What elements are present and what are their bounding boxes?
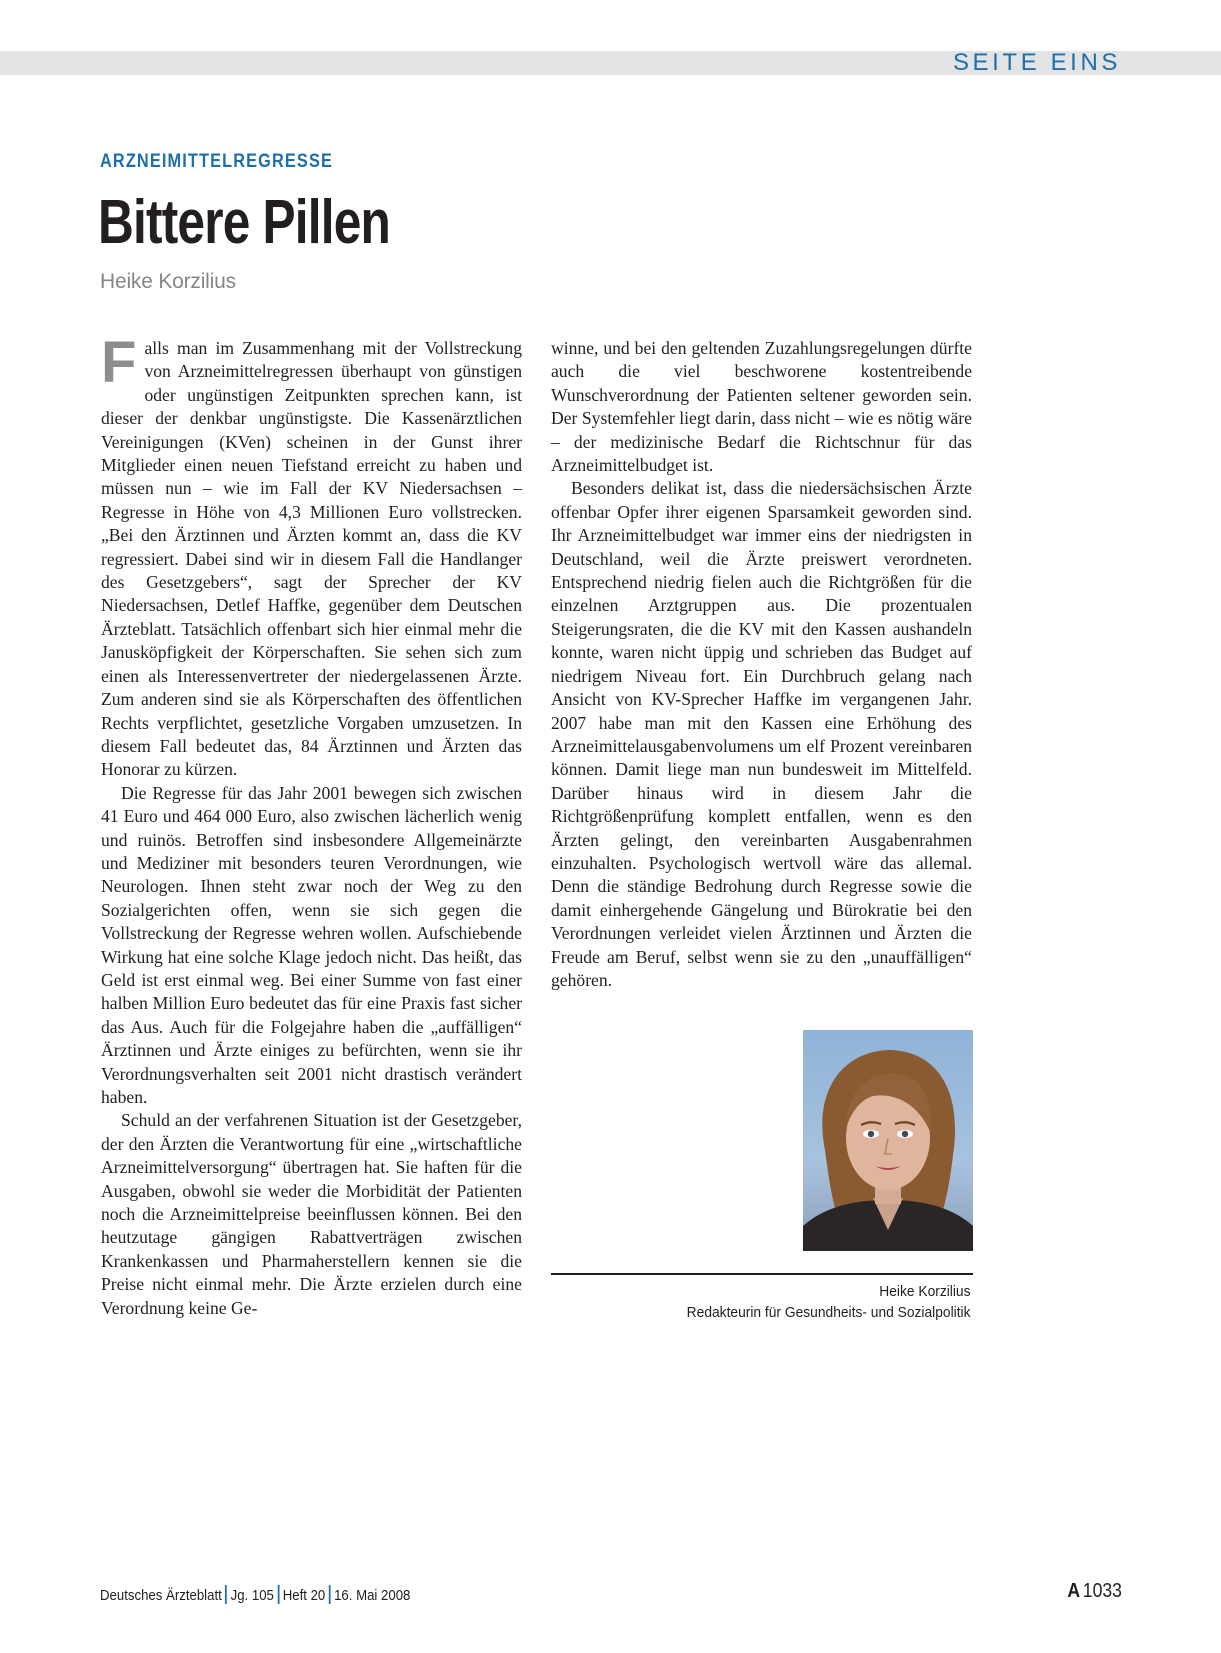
article-kicker: ARZNEIMITTELREGRESSE <box>100 151 333 172</box>
footer-citation <box>100 1585 410 1604</box>
page-number <box>1067 1580 1122 1603</box>
footer-separator <box>225 1585 227 1604</box>
article-title: Bittere Pillen <box>98 188 390 257</box>
article-paragraph: Die Regresse für das Jahr 2001 bewegen sich zwischen 41 Euro und 464 000 Euro, also zwischen lächerlich wenig und ruinös. Betroffen sind insbesondere Allgemeinärzte und Mediziner mit besonders teuren Verordnungen, wie Neurologen. Ihnen steht zwar noch der Weg zu den Sozialgerichten offen, wenn sie sich gegen die Vollstreckung der Regresse wehren wollen. Aufschiebende Wirkung hat eine solche Klage jedoch nicht. Das heißt, das Geld ist erst einmal weg. Bei einer Summe von fast einer halben Million Euro bedeutet das für eine Praxis fast sicher das Aus. Auch für die Folgejahre haben die „auffälligen“ Ärztinnen und Ärzte einiges zu befürchten, wenn sie ihr Verordnungsverhalten seit 2001 nicht drastisch verändert haben. <box>101 782 522 1107</box>
drop-cap: F <box>101 330 137 395</box>
article-column-right <box>551 337 972 992</box>
article-paragraph: Schuld an der verfahrenen Situation ist der Gesetzgeber, der den Ärzten die Verantwortung für eine „wirtschaftliche Arzneimittelversorgung“ übertragen hat. Sie haften für die Ausgaben, obwohl sie weder die Morbidität der Patienten noch die Arzneimittelpreise beeinflussen können. Bei den heutzutage gängigen Rabattverträgen zwischen Krankenkassen und Pharmaherstellern kennen sie die Preise nicht einmal mehr. Die Ärzte erzielen durch eine Verordnung keine Ge- <box>101 1110 522 1318</box>
section-label: SEITE EINS <box>952 49 1121 76</box>
journal-name: Deutsches Ärzteblatt <box>100 1587 222 1604</box>
author-role: Redakteurin für Gesundheits- und Sozialpolitik <box>687 1304 971 1321</box>
author-name: Heike Korzilius <box>879 1283 971 1300</box>
footer-separator <box>329 1585 331 1604</box>
article-paragraph <box>101 330 522 782</box>
paragraph-text: alls man im Zusammenhang mit der Vollstreckung von Arzneimittelregressen überhaupt von günstigen oder ungünstigen Zeitpunkten sprechen kann, ist dieser der denkbar ungünstigste. Die Kassenärztlichen Vereinigungen (KVen) scheinen in der Gunst ihrer Mitglieder einen neuen Tiefstand erreicht zu haben und müssen nun – wie im Fall der KV Niedersachsen – Regresse in Höhe von 4,3 Millionen Euro vollstrecken. „Bei den Ärztinnen und Ärzten kommt an, dass die KV regressiert. Dabei sind wir in diesem Fall die Handlanger des Gesetzgebers“, sagt der Sprecher der KV Niedersachsen, Detlef Haffke, gegenüber dem Deutschen Ärzteblatt. Tatsächlich offenbart sich hier einmal mehr die Janusköpfigkeit der Körperschaften. Sie sehen sich zum einen als Interessenvertreter der niedergelassenen Ärzte. Zum anderen sind sie als Körperschaften des öffentlichen Rechts verpflichtet, gesetzliche Vorgaben umzusetzen. In diesem Fall bedeutet das, 84 Ärztinnen und Ärzten das Honorar zu kürzen. <box>101 338 522 780</box>
article-paragraph: Besonders delikat ist, dass die niedersächsischen Ärzte offenbar Opfer ihrer eigenen Sparsamkeit geworden sind. Ihr Arzneimittelbudget war immer eins der niedrigsten in Deutschland, weil die Ärzte preiswert verordneten. Entsprechend niedrig fielen auch die Richtgrößen für die einzelnen Arztgruppen aus. Die prozentualen Steigerungsraten, die die KV mit den Kassen aushandeln konnte, waren nicht üppig und schrieben das Budget auf niedrigem Niveau fort. Ein Durchbruch gelang nach Ansicht von KV-Sprecher Haffke im vergangenen Jahr. 2007 habe man mit den Kassen eine Erhöhung des Arzneimittelausgabenvolumens um elf Prozent vereinbaren können. Damit liege man nun bundesweit im Mittelfeld. Darüber hinaus wird in diesem Jahr die Richtgrößenprüfung komplett entfallen, wenn es den Ärzten gelingt, den vereinbarten Ausgabenrahmen einzuhalten. Psychologisch wertvoll wäre das allemal. Denn die ständige Bedrohung durch Regresse sowie die damit einhergehende Gängelung und Bürokratie bei den Verordnungen verleidet vielen Ärztinnen und Ärzten die Freude am Beruf, selbst wenn sie zu den „unauffälligen“ gehören. <box>551 478 972 990</box>
journal-volume: Jg. 105 <box>230 1587 274 1604</box>
author-portrait <box>803 1030 973 1251</box>
journal-date: 16. Mai 2008 <box>334 1587 411 1604</box>
page-prefix: A <box>1067 1580 1081 1602</box>
caption-rule <box>551 1273 973 1275</box>
journal-issue: Heft 20 <box>282 1587 326 1604</box>
author-caption <box>662 1281 971 1323</box>
footer-separator <box>277 1585 279 1604</box>
page-number-value: 1033 <box>1082 1580 1122 1602</box>
article-byline: Heike Korzilius <box>100 270 236 293</box>
article-column-left <box>101 330 522 1320</box>
article-paragraph: winne, und bei den geltenden Zuzahlungsregelungen dürfte auch die viel beschworene kostentreibende Wunschverordnung der Patienten seltener geworden sein. Der Systemfehler liegt darin, dass nicht – wie es nötig wäre – der medizinische Bedarf die Richtschnur für das Arzneimittelbudget ist. <box>551 338 972 476</box>
author-portrait-illustration <box>803 1030 973 1251</box>
